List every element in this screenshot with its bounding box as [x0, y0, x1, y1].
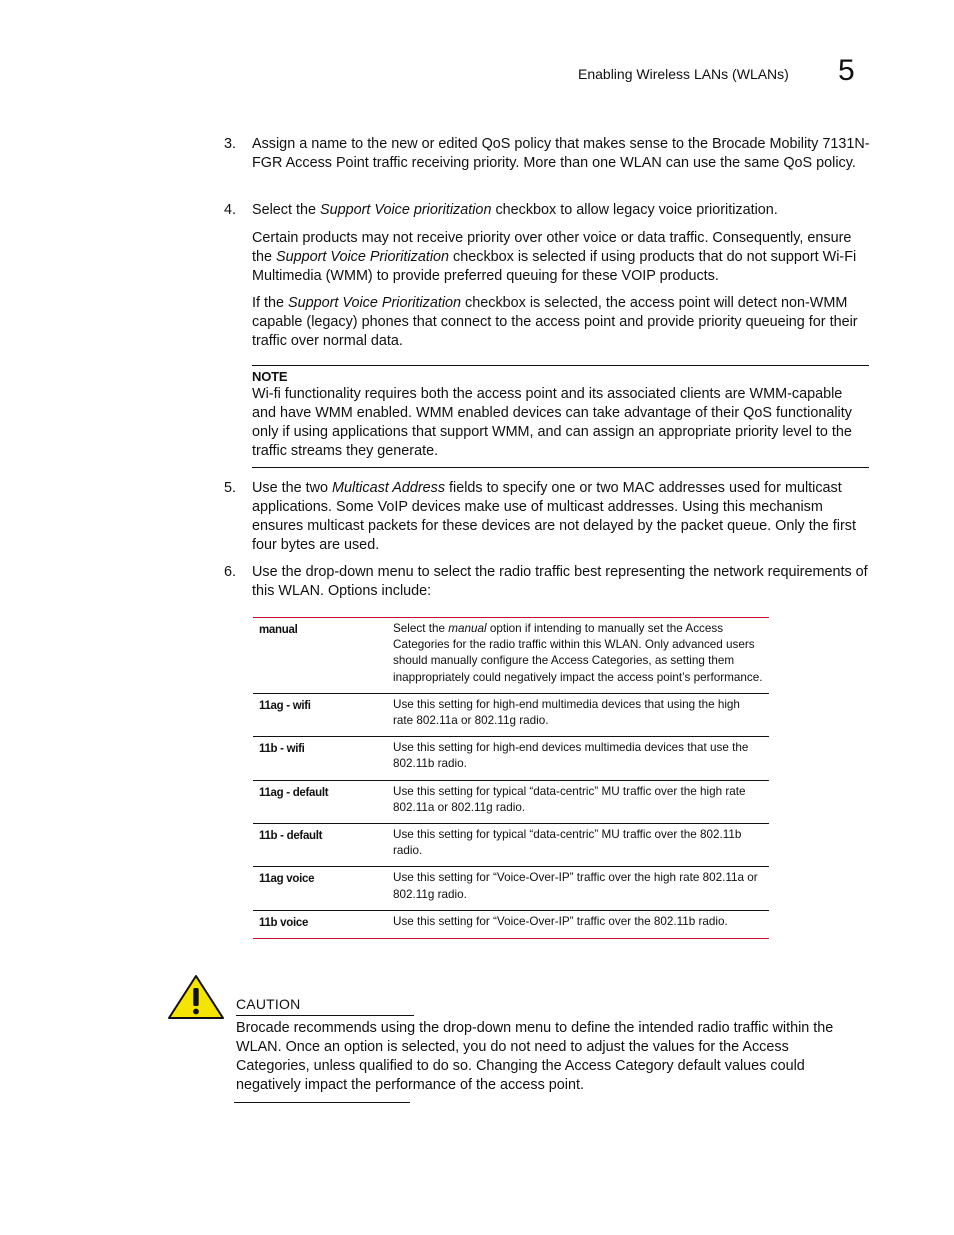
option-name: 11b - default [253, 824, 387, 867]
option-name: 11ag voice [253, 867, 387, 910]
table-row [253, 780, 769, 823]
step-number: 6. [224, 564, 237, 580]
step-text: Assign a name to the new or edited QoS policy that makes sense to the Brocade Mobility 7131N-FGR Access Point traffic receiving priority. More than one WLAN can use the same QoS policy. [252, 136, 870, 171]
option-description: Use this setting for typical “data-centric” MU traffic over the high rate 802.11a or 802.11g radio. [387, 780, 769, 823]
table-row [253, 737, 769, 780]
caution-text: Brocade recommends using the drop-down menu to define the intended radio traffic within the WLAN. Once an option is selected, you do not need to adjust the values for the Access Categories, unless qualified to do so. Changing the Access Category default values could negatively impact the performance of the access point. [236, 1020, 834, 1093]
table-row [253, 693, 769, 736]
step-text: Select the Support Voice prioritization checkbox to allow legacy voice prioritization. [252, 202, 778, 218]
ui-term: Support Voice prioritization [320, 202, 492, 218]
ui-term: Support Voice Prioritization [276, 249, 450, 265]
option-description: Use this setting for “Voice-Over-IP” traffic over the 802.11b radio. [387, 910, 769, 938]
warning-triangle-icon [167, 974, 225, 1020]
step-4-paragraph-2: If the Support Voice Prioritization checkbox is selected, the access point will detect non-WMM capable (legacy) phones that connect to the access point and provide priority queueing for their traffic over normal data. [252, 295, 858, 349]
step-4-paragraph-1: Certain products may not receive priority over other voice or data traffic. Consequently, ensure the Support Voice Prioritization checkbox is selected if using products that do not support Wi-Fi Multimedia (WMM) to provide preferred queuing for these VOIP products. [252, 230, 857, 284]
table-row [253, 824, 769, 867]
note-label: NOTE [252, 369, 288, 384]
running-header-title: Enabling Wireless LANs (WLANs) [578, 66, 789, 82]
option-name: 11b - wifi [253, 737, 387, 780]
step-text: Use the drop-down menu to select the radio traffic best representing the network requirements of this WLAN. Options include: [252, 564, 868, 599]
option-description: Use this setting for high-end devices multimedia devices that use the 802.11b radio. [387, 737, 769, 780]
option-name: 11ag - default [253, 780, 387, 823]
option-name: 11b voice [253, 910, 387, 938]
step-number: 5. [224, 480, 237, 496]
step-text: Use the two Multicast Address fields to specify one or two MAC addresses used for multicast applications. Some VoIP devices make use of multicast addresses. Using this mechanism ensures multicast packets for these devices are not delayed by the packet queue. Only the first four bytes are used. [252, 480, 856, 553]
note-text: Wi-fi functionality requires both the access point and its associated clients are WMM-capable and have WMM enabled. WMM enabled devices can take advantage of their QoS functionality only if using applications that support WMM, and can assign an appropriate priority level to the traffic streams they generate. [252, 386, 852, 459]
ui-term: Multicast Address [332, 480, 446, 496]
ui-term: Support Voice Prioritization [288, 295, 462, 311]
table-row [253, 618, 769, 694]
caution-top-rule [236, 1015, 414, 1016]
option-description: Select the manual option if intending to manually set the Access Categories for the radio traffic within this WLAN. Only advanced users should manually configure the Access Categories, as setting them inappropriately could negatively impact the access point’s performance. [393, 622, 763, 684]
option-name: 11ag - wifi [253, 693, 387, 736]
ui-term: manual [448, 622, 487, 635]
step-number: 4. [224, 202, 237, 218]
option-description: Use this setting for “Voice-Over-IP” traffic over the high rate 802.11a or 802.11g radio. [387, 867, 769, 910]
step-number: 3. [224, 136, 237, 152]
option-description: Use this setting for high-end multimedia devices that using the high rate 802.11a or 802.11g radio. [387, 693, 769, 736]
note-top-rule [252, 365, 869, 366]
caution-label: CAUTION [236, 996, 301, 1012]
option-description: Use this setting for typical “data-centric” MU traffic over the 802.11b radio. [387, 824, 769, 867]
chapter-number: 5 [838, 54, 855, 87]
radio-traffic-options-table [253, 617, 769, 939]
table-row [253, 910, 769, 938]
note-bottom-rule [252, 467, 869, 468]
caution-bottom-rule [234, 1102, 410, 1103]
option-name: manual [259, 624, 298, 636]
table-row [253, 867, 769, 910]
